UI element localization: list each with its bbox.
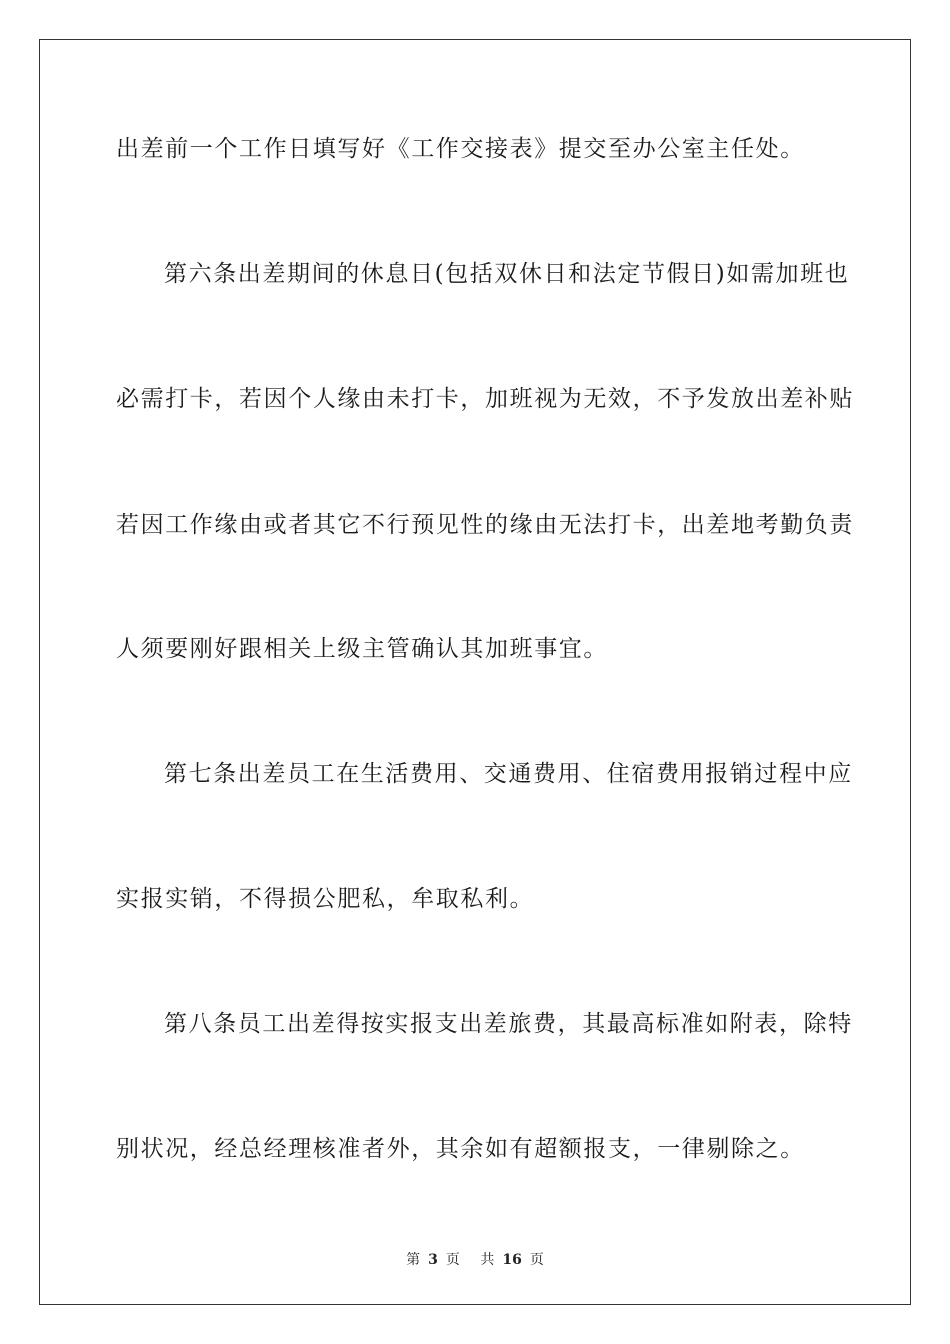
page-border: [39, 39, 911, 1305]
text-line-1: 出差前一个工作日填写好《工作交接表》提交至办公室主任处。: [116, 136, 805, 162]
text-line-7: 实报实销，不得损公肥私，牟取私利。: [116, 886, 535, 912]
text-line-5: 人须要刚好跟相关上级主管确认其加班事宜。: [116, 636, 608, 662]
page-indicator: 第 3 页: [406, 1252, 460, 1268]
text-line-9: 别状况，经总经理核准者外，其余如有超额报支，一律剔除之。: [116, 1136, 805, 1162]
text-line-2: 第六条出差期间的休息日(包括双休日和法定节假日)如需加班也: [164, 261, 850, 287]
text-line-3: 必需打卡，若因个人缘由未打卡，加班视为无效，不予发放出差补贴: [116, 386, 854, 412]
text-line-6: 第七条出差员工在生活费用、交通费用、住宿费用报销过程中应: [164, 761, 853, 787]
text-line-4: 若因工作缘由或者其它不行预见性的缘由无法打卡，出差地考勤负责: [116, 512, 854, 538]
total-pages-indicator: 共 16 页: [480, 1252, 544, 1268]
text-line-8: 第八条员工出差得按实报支出差旅费，其最高标准如附表，除特: [164, 1011, 853, 1037]
page-footer: [0, 1249, 950, 1269]
